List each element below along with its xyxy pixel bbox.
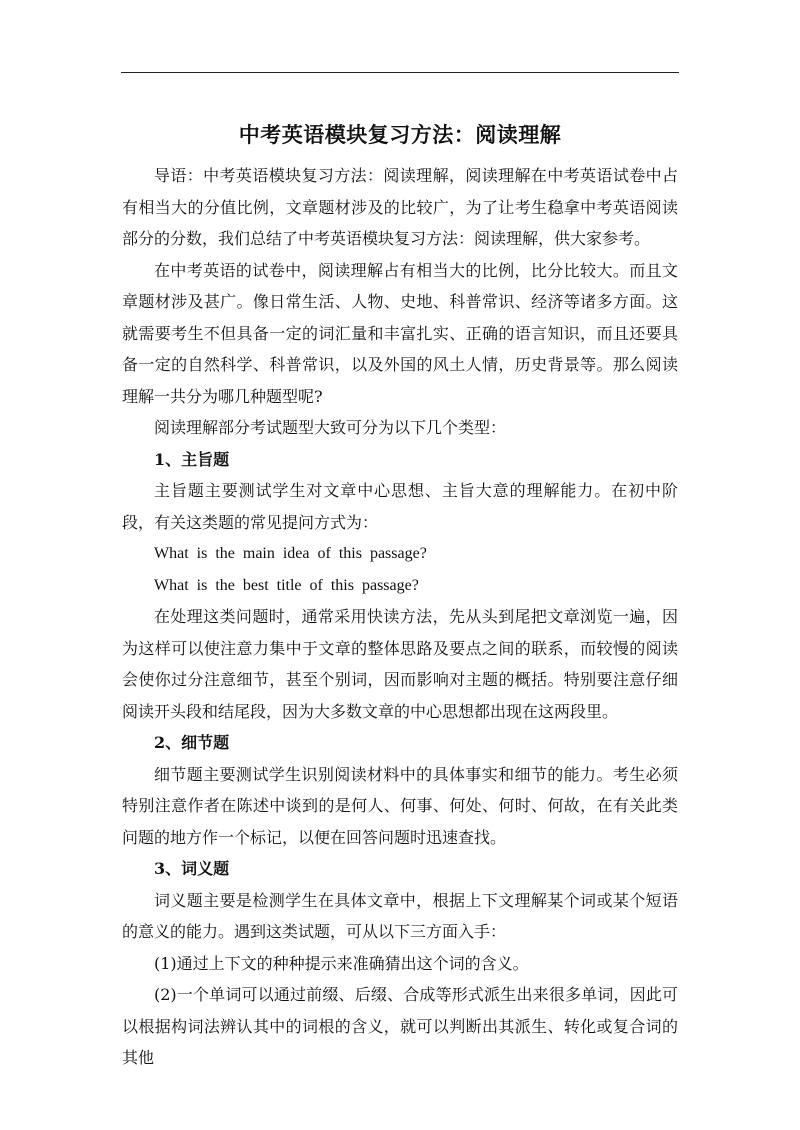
vocabulary-tip-2: (2)一个单词可以通过前缀、后缀、合成等形式派生出来很多单词，因此可以根据构词法辨认其中的词根的含义，就可以判断出其派生、转化或复合词的其他 <box>122 985 678 1067</box>
document-body <box>122 116 678 1074</box>
overview-paragraph: 在中考英语的试卷中，阅读理解占有相当大的比例，比分比较大。而且文章题材涉及甚广。像日常生活、人物、史地、科普常识、经济等诸多方面。这就需要考生不但具备一定的词汇量和丰富扎实、正确的语言知识，而且还要具备一定的自然科学、科普常识，以及外国的风土人情，历史背景等。那么阅读理解一共分为哪几种题型呢? <box>122 260 678 406</box>
question-types-intro: 阅读理解部分考试题型大致可分为以下几个类型： <box>154 418 507 437</box>
document-title: 中考英语模块复习方法：阅读理解 <box>238 122 562 147</box>
example-question: What is the best title of this passage? <box>154 576 419 594</box>
detail-paragraph: 细节题主要测试学生识别阅读材料中的具体事实和细节的能力。考生必须特别注意作者在陈述中谈到的是何人、何事、何处、何时、何故，在有关此类问题的地方作一个标记，以便在回答问题时迅速查找。 <box>122 764 678 847</box>
header-rule <box>121 72 679 73</box>
main-idea-strategy-paragraph: 在处理这类问题时，通常采用快读方法，先从头到尾把文章浏览一遍，因为这样可以使注意力集中于文章的整体思路及要点之间的联系，而较慢的阅读会使你过分注意细节，甚至个别词，因而影响对主题的概括。特别要注意仔细阅读开头段和结尾段，因为大多数文章的中心思想都出现在这两段里。 <box>122 607 678 721</box>
main-idea-paragraph: 主旨题主要测试学生对文章中心思想、主旨大意的理解能力。在初中阶段，有关这类题的常见提问方式为： <box>122 481 678 532</box>
intro-paragraph: 导语：中考英语模块复习方法：阅读理解，阅读理解在中考英语试卷中占有相当大的分值比例，文章题材涉及的比较广，为了让考生稳拿中考英语阅读部分的分数，我们总结了中考英语模块复习方法：阅读理解，供大家参考。 <box>122 166 678 248</box>
section-heading-vocabulary: 3、词义题 <box>154 859 230 878</box>
vocabulary-tip-1: (1)通过上下文的种种提示来准确猜出这个词的含义。 <box>154 953 529 973</box>
example-question: What is the main idea of this passage? <box>154 545 427 562</box>
section-heading-main-idea: 1、主旨题 <box>154 449 230 469</box>
vocabulary-paragraph: 词义题主要是检测学生在具体文章中，根据上下文理解某个词或某个短语的意义的能力。遇到这类试题，可从以下三方面入手： <box>122 890 678 941</box>
section-heading-detail: 2、细节题 <box>154 733 230 752</box>
